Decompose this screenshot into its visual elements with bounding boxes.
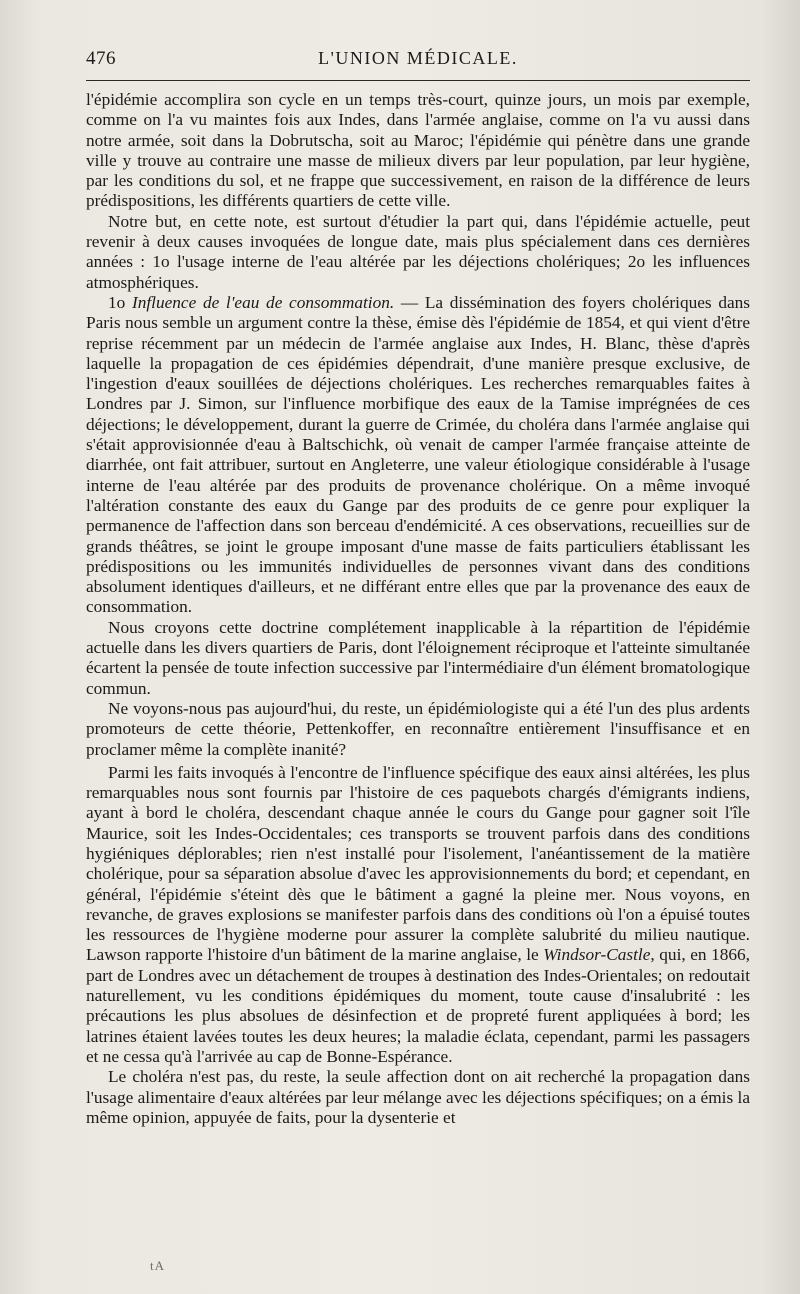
body-text [86,90,750,1128]
page-header [86,48,750,76]
paragraph-continuation: l'épidémie accomplira son cycle en un temps très-court, quinze jours, un mois par exemple, comme on l'a vu maintes fois aux Indes, dans l'armée anglaise, comme on l'a vu aussi dans notre armée, soit dans la Dobrutscha, soit au Maroc; l'épidémie qui pénètre dans une grande ville y trouve au contraire une masse de milieux divers par leur population, par leur hygiène, par les conditions du sol, et ne frappe que successivement, en raison de la différence de leurs prédispositions, les différents quartiers de cette ville. [86,90,750,211]
footer-mark: tA [150,1258,165,1273]
section-text: — La dissémination des foyers cholériques dans Paris nous semble un argument contre la thèse, émise dès l'épidémie de 1854, et qui vient d'être reprise récemment par un médecin de l'armée anglaise aux Indes, H. Blanc, thèse d'après laquelle la propagation de ces épidémies dépendrait, d'une manière presque exclusive, de l'ingestion d'eaux souillées de déjections cholériques. Les recherches remarquables faites à Londres par J. Simon, sur l'influence morbifique des eaux de la Tamise imprégnées de ces déjections; le développement, durant la guerre de Crimée, du choléra dans l'armée anglaise qui s'était approvisionnée d'eau à Baltschichk, où venait de camper l'armée française atteinte de diarrhée, ont fait attribuer, surtout en Angleterre, une valeur étiologique considérable à l'usage interne de l'eau altérée par des produits de provenance cholérique. On a même invoqué l'altération constante des eaux du Gange par des produits de ce genre pour expliquer la permanence de l'affection dans son berceau d'endémicité. A ces observations, recueillies sur de grands théâtres, se joint le groupe imposant d'une masse de faits particuliers établissant les prédispositions ou les immunités individuelles de personnes vivant dans des conditions absolument identiques d'ailleurs, et ne différant entre elles que par la provenance des eaux de consommation. [86,292,750,617]
paquebots-text-a: Parmi les faits invoqués à l'encontre de l'influence spécifique des eaux ainsi altérées, les plus remarquables nous sont fournis par l'histoire de ces paquebots chargés d'émigrants indiens, ayant à bord le choléra, descendant chaque année le cours du Gange pour gagner soit l'île Maurice, soit les Indes-Occidentales; ces transports se trouvent parfois dans des conditions hygiéniques déplorables; rien n'est installé pour l'isolement, l'anéantissement de la matière cholérique, pour sa séparation absolue d'avec les approvisionnements du bord; et cependant, en général, l'épidémie s'éteint dès que le bâtiment a gagné la pleine mer. Nous voyons, en revanche, de graves explosions se manifester parfois dans des conditions où l'on a épuisé toutes les ressources de l'hygiène moderne pour assurer la complète salubrité du milieu nautique. Lawson rapporte l'histoire d'un bâtiment de la marine anglaise, le [86,762,750,965]
page-number: 476 [86,48,116,69]
paragraph-pettenkoffer: Ne voyons-nous pas aujourd'hui, du reste, un épidémiologiste qui a été l'un des plus ardents promoteurs de cette théorie, Pettenkoffer, en reconnaître entièrement l'insuffisance et en proclamer même la complète inanité? [86,698,750,759]
paragraph-notre-but: Notre but, en cette note, est surtout d'étudier la part qui, dans l'épidémie actuelle, peut revenir à deux causes invoquées de longue date, mais plus spécialement dans ces dernières années : 1o l'usage interne de l'eau altérée par les déjections cholériques; 2o les influences atmosphériques. [86,211,750,292]
ship-name: Windsor-Castle [543,945,651,965]
paragraph-influence-eau [86,293,750,618]
section-number: 1o [108,292,126,312]
paragraph-dysenterie: Le choléra n'est pas, du reste, la seule affection dont on ait recherché la propagation dans l'usage alimentaire d'eaux altérées par leur mélange avec les déjections spécifiques; on a émis la même opinion, appuyée de faits, pour la dysenterie et [86,1067,750,1127]
paragraph-paquebots [86,763,750,1067]
paragraph-doctrine: Nous croyons cette doctrine complétement inapplicable à la répartition de l'épidémie actuelle dans les divers quartiers de Paris, dont l'éloignement réciproque et l'atteinte simultanée écartent la pensée de toute infection successive par l'intermédiaire d'un élément bromatologique commun. [86,617,750,698]
paquebots-text-b: , qui, en 1866, part de Londres avec un détachement de troupes à destination des Indes-Orientales; on redoutait naturellement, vu les conditions épidémiques du moment, toute cause d'insalubrité : les précautions les plus absolues de désinfection et de propreté furent appliquées à bord; les latrines étaient lavées toutes les deux heures; la maladie éclata, cependant, parmi les passagers et ne cessa qu'à l'arrivée au cap de Bonne-Espérance. [86,945,750,1066]
section-title: Influence de l'eau de consommation. [131,292,395,312]
header-rule [86,80,750,81]
running-head: L'UNION MÉDICALE. [318,48,518,68]
